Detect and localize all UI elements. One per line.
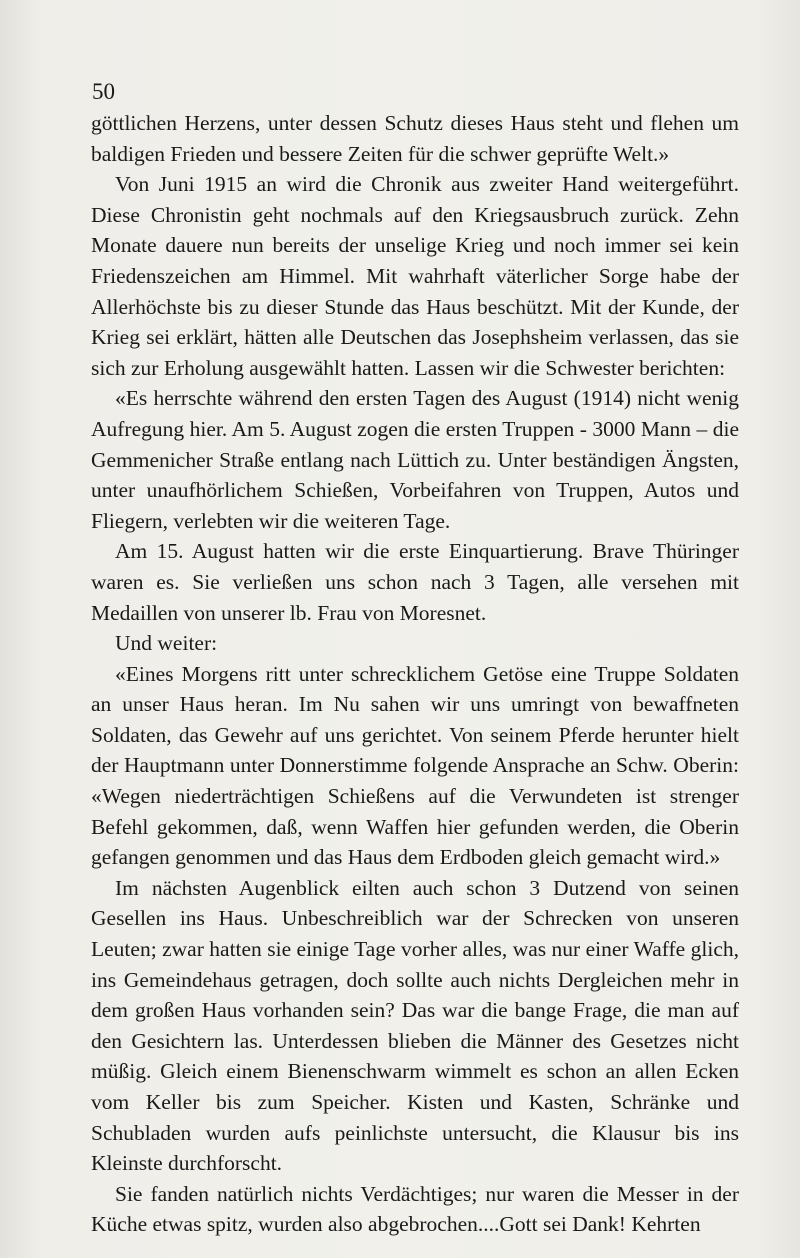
paragraph-8: Sie fanden natürlich nichts Verdächtiges; nur waren die Messer in der Küche etwas spitz, wurden also abgebrochen....Gott sei Dank! Kehrten [91,1181,739,1237]
paragraph-4: Am 15. August hatten wir die erste Einquartierung. Brave Thüringer waren es. Sie verließen uns schon nach 3 Tagen, alle versehen mit Medaillen von unserer lb. Frau von Moresnet. [91,539,739,625]
page-number: 50 [92,79,115,104]
paragraph-2: Von Juni 1915 an wird die Chronik aus zweiter Hand weitergeführt. Diese Chronistin geht nochmals auf den Kriegsausbruch zurück. Zehn Monate dauere nun bereits der unselige Krieg und noch immer sei kein Friedenszeichen am Himmel. Mit wahrhaft väterlicher Sorge habe der Allerhöchste bis zu dieser Stunde das Haus beschützt. Mit der Kunde, der Krieg sei erklärt, hätten alle Deutschen das Josephsheim verlassen, das sie sich zur Erholung ausgewählt hatten. Lassen wir die Schwester berichten: [91,172,739,380]
paragraph-3: «Es herrschte während den ersten Tagen des August (1914) nicht wenig Aufregung hier. Am 5. August zogen die ersten Truppen - 3000 Mann – die Gemmenicher Straße entlang nach Lüttich zu. Unter beständigen Ängsten, unter unaufhörlichem Schießen, Vorbeifahren von Truppen, Autos und Fliegern, verlebten wir die weiteren Tage. [91,386,739,533]
paragraph-6: «Eines Morgens ritt unter schrecklichem Getöse eine Truppe Soldaten an unser Haus heran. Im Nu sahen wir uns umringt von bewaffneten Soldaten, das Gewehr auf uns gerichtet. Von seinem Pferde herunter hielt der Hauptmann unter Donnerstimme folgende Ansprache an Schw. Oberin: «Wegen niederträchtigen Schießens auf die Verwundeten ist strenger Befehl gekommen, daß, wenn Waffen hier gefunden werden, die Oberin gefangen genommen und das Haus dem Erdboden gleich gemacht wird.» [91,661,739,870]
paragraph-5: Und weiter: [115,631,218,656]
paragraph-1: göttlichen Herzens, unter dessen Schutz dieses Haus steht und flehen um baldigen Frieden und bessere Zeiten für die schwer geprüfte Welt.» [91,111,739,166]
paragraph-7: Im nächsten Augenblick eilten auch schon 3 Dutzend von seinen Gesellen ins Haus. Unbeschreiblich war der Schrecken von unseren Leuten; zwar hatten sie einige Tage vorher alles, was nur einer Waffe glich, ins Gemeindehaus getragen, doch sollte auch nichts Dergleichen mehr in dem großen Haus vorhanden sein? Das war die bange Frage, die man auf den Gesichtern las. Unterdessen blieben die Männer des Gesetzes nicht müßig. Gleich einem Bienenschwarm wimmelt es schon an allen Ecken vom Keller bis zum Speicher. Kisten und Kasten, Schränke und Schubladen wurden aufs peinlichste untersucht, die Klausur bis ins Kleinste durchforscht. [91,875,739,1176]
body-text [91,108,739,1240]
